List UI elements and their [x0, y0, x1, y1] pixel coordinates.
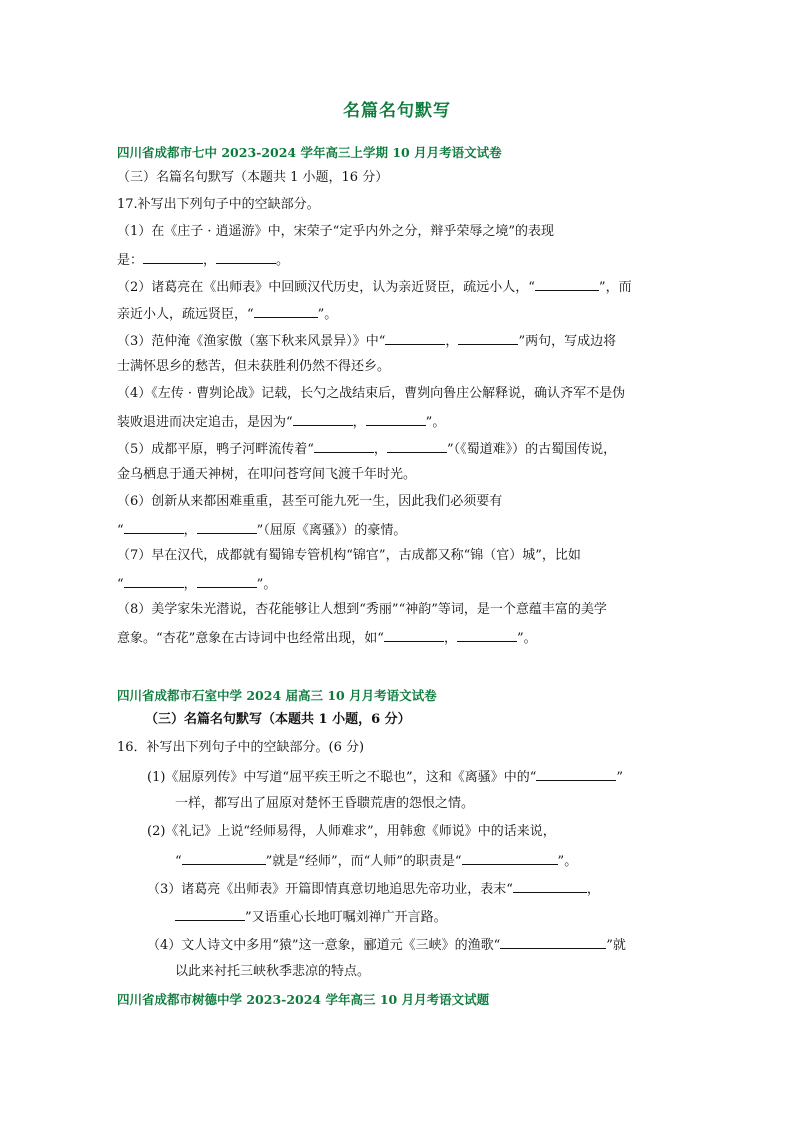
s1-line-6: 士满怀思乡的愁苦，但未获胜利仍然不得还乡。 — [117, 359, 391, 374]
s1-line-8: 装败退进而决定追击，是因为“ ， ”。 — [117, 415, 446, 430]
page-title: 名篇名句默写 — [343, 101, 451, 121]
s1-line-10: 金乌栖息于通天神树，在叩问苍穹间飞渡千年时光。 — [117, 467, 417, 482]
section2-question: 16．补写出下列句子中的空缺部分。(6 分) — [117, 740, 365, 755]
s1-line-3: （2）诸葛亮在《出师表》中回顾汉代历史，认为亲近贤臣，疏远小人，“ ”，而 — [117, 280, 632, 295]
s2-line-6: ”又语重心长地叮嘱刘禅广开言路。 — [175, 908, 447, 926]
section3-source: 四川省成都市树德中学 2023-2024 学年高三 10 月月考语文试题 — [117, 992, 490, 1007]
answer-blank — [182, 852, 266, 865]
s1-line-5: （3）范仲淹《渔家傲（塞下秋来风景异）》中“ ， ”两句，写成边将 — [117, 334, 617, 349]
s2-line-4: “ ”就是“经师”，而“人师”的职责是“ ”。 — [175, 854, 578, 869]
s1-line-11: （6）创新从来都困难重重，甚至可能九死一生，因此我们必须要有 — [117, 494, 503, 509]
answer-blank — [216, 251, 276, 264]
s1-line-2: 是： ， 。 — [117, 253, 290, 268]
s1-line-13: （7）早在汉代，成都就有蜀锦专管机构“锦官”，古成都又称“锦（官）城”，比如 — [117, 548, 581, 563]
section1-header: （三）名篇名句默写（本题共 1 小题，16 分） — [117, 170, 389, 185]
s1-line-16: 意象。“杏花”意象在古诗词中也经常出现，如“ ， ”。 — [117, 631, 537, 646]
s2-line-2: 一样，都写出了屈原对楚怀王昏聩荒唐的怨恨之情。 — [175, 796, 475, 811]
answer-blank — [462, 852, 558, 865]
answer-blank — [458, 332, 518, 345]
answer-blank — [387, 440, 447, 453]
s1-line-14: “ ， ”。 — [117, 577, 277, 592]
section1-source: 四川省成都市七中 2023-2024 学年高三上学期 10 月月考语文试卷 — [117, 145, 502, 160]
s2-line-8: 以此来衬托三峡秋季悲凉的特点。 — [175, 964, 371, 979]
answer-blank — [143, 251, 203, 264]
s2-line-7: （4）文人诗文中多用“猿”这一意象，郦道元《三峡》的渔歌“ ”就 — [147, 938, 626, 953]
answer-blank — [197, 521, 257, 534]
answer-blank — [457, 629, 517, 642]
s1-line-4: 亲近小人，疏远贤臣，“ ”。 — [117, 307, 338, 322]
answer-blank — [385, 332, 445, 345]
answer-blank — [366, 413, 426, 426]
answer-blank — [197, 575, 257, 588]
answer-blank — [124, 575, 184, 588]
answer-blank — [254, 305, 318, 318]
answer-blank — [536, 768, 616, 781]
s2-line-3: (2)《礼记》上说“经师易得，人师难求”，用韩愈《师说》中的话来说， — [147, 824, 556, 839]
s1-line-9: （5）成都平原，鸭子河畔流传着“ ， ”（《蜀道难》）的古蜀国传说， — [117, 442, 617, 457]
section2-source: 四川省成都市石室中学 2024 届高三 10 月月考语文试卷 — [117, 688, 437, 703]
s1-line-12: “ ， ”（屈原《离骚》）的豪情。 — [117, 523, 407, 538]
section1-question: 17.补写出下列句子中的空缺部分。 — [117, 197, 320, 212]
answer-blank — [500, 936, 606, 949]
s1-line-15: （8）美学家朱光潜说，杏花能够让人想到“秀丽”“神韵”等词，是一个意蕴丰富的美学 — [117, 602, 607, 617]
s1-line-7: （4）《左传 · 曹刿论战》记载，长勺之战结束后，曹刿向鲁庄公解释说，确认齐军不是伪 — [117, 386, 626, 401]
section2-header: （三）名篇名句默写（本题共 1 小题，6 分） — [145, 712, 411, 727]
answer-blank — [124, 521, 184, 534]
answer-blank — [535, 278, 599, 291]
answer-blank — [513, 880, 587, 893]
answer-blank — [314, 440, 374, 453]
answer-blank — [384, 629, 444, 642]
answer-blank — [175, 908, 245, 921]
s2-line-1: (1)《屈原列传》中写道“屈平疾王听之不聪也”，这和《离骚》中的“ ” — [147, 770, 624, 785]
s2-line-5: （3）诸葛亮《出师表》开篇即情真意切地追思先帝功业，表末“ ， — [147, 882, 600, 897]
s1-line-1: （1）在《庄子 · 逍遥游》中，宋荣子“定乎内外之分，辩乎荣辱之境”的表现 — [117, 224, 554, 239]
answer-blank — [293, 413, 353, 426]
